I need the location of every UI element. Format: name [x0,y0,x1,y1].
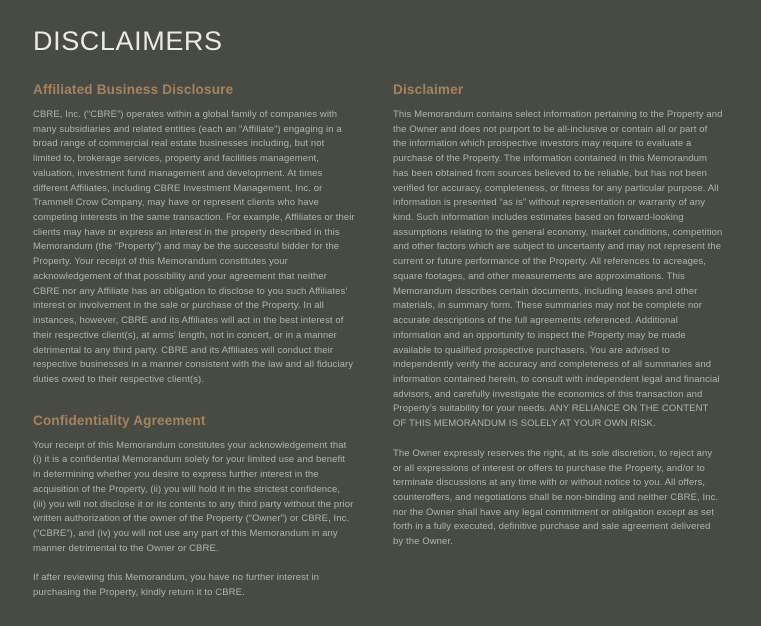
confidentiality-return-paragraph: If after reviewing this Memorandum, you have no further interest in purchasing the Property, kindly return it to CBRE. [33,572,320,599]
disclaimer-heading: Disclaimer [393,82,464,97]
affiliated-business-disclosure-heading: Affiliated Business Disclosure [33,82,234,97]
confidentiality-agreement-heading: Confidentiality Agreement [33,412,206,428]
confidentiality-agreement-paragraph: Your receipt of this Memorandum constitutes your acknowledgement that (i) it is a confidential Memorandum solely for your limited use and benefit in determining whether you desire to express further interest in the acquisition of the Property, (ii) you will hold it in the strictest confidence, (iii) you will not disclose it or its contents to any third party without the prior written authorization of the owner of the Property (“Owner”) or CBRE, Inc. (“CBRE”), and (iv) you will not use any part of this Memorandum in any manner detrimental to the Owner or CBRE. [33,439,354,554]
disclaimer-paragraph: This Memorandum contains select information pertaining to the Property and the Owner and does not purport to be all-inclusive or contain all or part of the information which prospective investors may require to evaluate a purchase of the Property. The information contained in this Memorandum has been obtained from sources believed to be reliable, but has not been verified for accuracy, completeness, or fitness for any particular purpose. All information is presented “as is” without representation or warranty of any kind. Such information includes estimates based on forward-looking assumptions relating to the general economy, market conditions, competition and other factors which are subject to uncertainty and may not represent the current or future performance of the Property. All references to acreages, square footages, and other measurements are approximations. This Memorandum describes certain documents, including leases and other materials, in summary form. These summaries may not be complete nor accurate descriptions of the full agreements referenced. Additional information and an opportunity to inspect the Property may be made available to qualified prospective purchasers. You are advised to independently verify the accuracy and completeness of all summaries and information contained herein, to consult with independent legal and financial advisors, and carefully investigate the economics of this transaction and Property’s suitability for your needs. ANY RELIANCE ON THE CONTENT OF THIS MEMORANDUM IS SOLELY AT YOUR OWN RISK. [393,109,723,430]
page-title: DISCLAIMERS [33,26,223,56]
section-confidentiality-agreement [33,413,355,601]
content-columns [33,82,723,626]
section-affiliated-business-disclosure [33,82,355,388]
left-column [33,82,355,626]
section-disclaimer [393,82,723,550]
affiliated-business-disclosure-paragraph: CBRE, Inc. (“CBRE”) operates within a global family of companies with many subsidiaries and related entities (each an “Affiliate”) engaging in a broad range of commercial real estate businesses including, but not limited to, brokerage services, property and facilities management, valuation, investment fund management and development. At times different Affiliates, including CBRE Investment Management, Inc. or Trammell Crow Company, may have or represent clients who have competing interests in the same transaction. For example, Affiliates or their clients may have or express an interest in the property described in this Memorandum (the “Property”) and may be the successful bidder for the Property. Your receipt of this Memorandum constitutes your acknowledgement of that possibility and your agreement that neither CBRE nor any Affiliate has an obligation to disclose to you such Affiliates’ interest or involvement in the sale or purchase of the Property. In all instances, however, CBRE and its Affiliates will act in the best interest of their respective client(s), at arms’ length, not in concert, or in a manner detrimental to any third party. CBRE and its Affiliates will conduct their respective businesses in a manner consistent with the law and all fiduciary duties owed to their respective client(s). [33,109,355,385]
disclaimer-owner-rights-paragraph: The Owner expressly reserves the right, at its sole discretion, to reject any or all expressions of interest or offers to purchase the Property, and/or to terminate discussions at any time with or without notice to you. All offers, counteroffers, and negotiations shall be non-binding and neither CBRE, Inc. nor the Owner shall have any legal commitment or obligation except as set forth in a fully executed, definitive purchase and sale agreement delivered by the Owner. [393,447,719,548]
right-column [393,82,723,575]
